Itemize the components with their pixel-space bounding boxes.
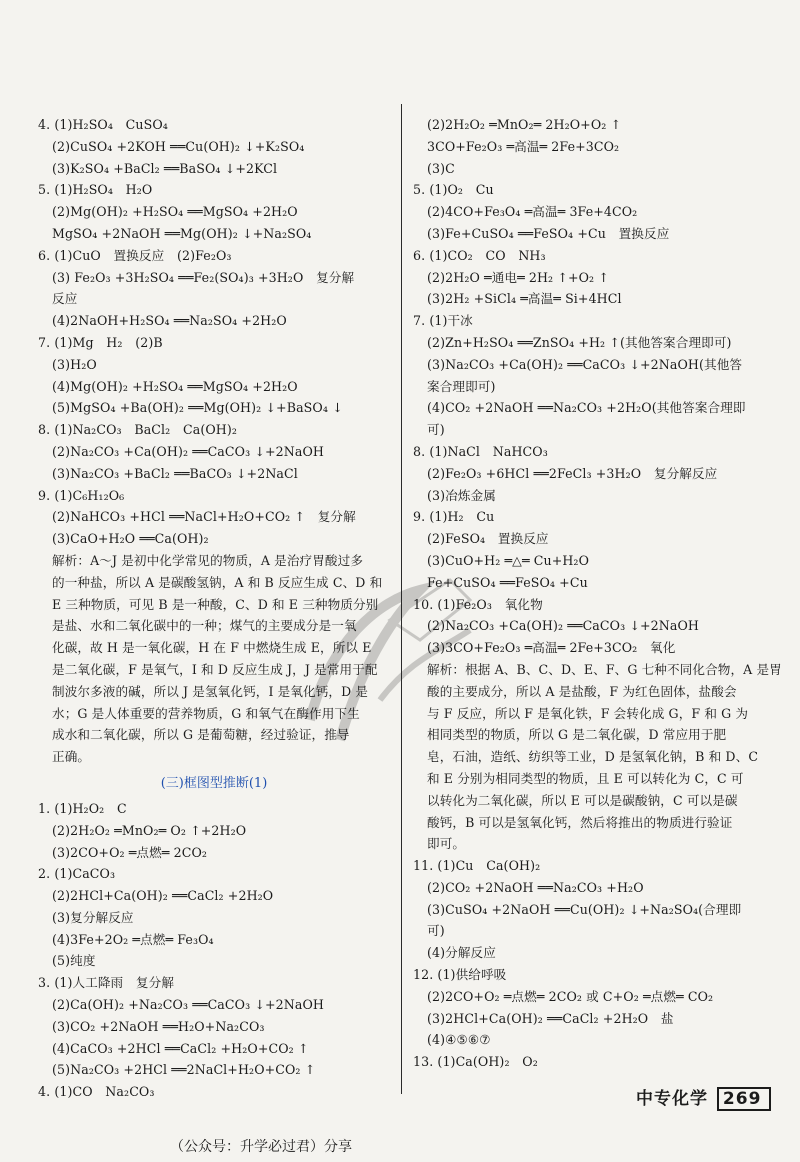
analysis-line: 制波尔多液的碱，所以 J 是氢氧化钙，I 是氧化钙，D 是: [52, 683, 369, 699]
answer-line: (2)Fe₂O₃ +6HCl ══2FeCl₃ +3H₂O 复分解反应: [427, 465, 718, 481]
answer-line: (2)FeSO₄ 置换反应: [427, 531, 549, 547]
answer-line: (3)C: [427, 160, 455, 176]
analysis-line: 成水和二氧化碳，所以 G 是葡萄糖，经过验证，推导: [52, 727, 350, 743]
answer-line: (3)3CO+Fe₂O₃ ═高温═ 2Fe+3CO₂ 氧化: [427, 640, 676, 656]
answer-line: 7. (1)Mg H₂ (2)B: [38, 334, 163, 350]
answer-line: (2)CuSO₄ +2KOH ══Cu(OH)₂ ↓+K₂SO₄: [52, 138, 305, 154]
analysis-line: 是二氧化碳，F 是氧气，I 和 D 反应生成 J，J 是常用于配: [52, 661, 378, 677]
column-divider: [401, 104, 402, 1094]
answer-line: (4)3Fe+2O₂ ═点燃═ Fe₃O₄: [52, 931, 214, 947]
analysis-line: 与 F 反应，所以 F 是氧化铁，F 会转化成 G，F 和 G 为: [427, 705, 749, 721]
analysis-line: 和 E 分别为相同类型的物质，且 E 可以转化为 C，C 可: [427, 770, 744, 786]
answer-line: 可): [427, 923, 445, 939]
answer-line: 5. (1)H₂SO₄ H₂O: [38, 182, 153, 198]
answer-line: (2)2H₂O ═通电═ 2H₂ ↑+O₂ ↑: [427, 269, 609, 285]
answer-line: (2)Na₂CO₃ +Ca(OH)₂ ══CaCO₃ ↓+2NaOH: [427, 618, 699, 634]
answer-line: 8. (1)NaCl NaHCO₃: [413, 443, 548, 459]
answer-line: (2)2H₂O₂ ═MnO₂═ O₂ ↑+2H₂O: [52, 822, 247, 838]
brand-label: 中专化学: [636, 1089, 708, 1109]
analysis-line: 酸钙，B 可以是氢氧化钙，然后将推出的物质进行验证: [427, 814, 733, 830]
answer-line: 4. (1)CO Na₂CO₃: [38, 1084, 155, 1100]
answer-line: (4)2NaOH+H₂SO₄ ══Na₂SO₄ +2H₂O: [52, 313, 287, 329]
share-note: （公众号：升学必过君）分享: [170, 1139, 352, 1155]
answer-line: 6. (1)CuO 置换反应 (2)Fe₂O₃: [38, 247, 232, 263]
answer-line: (3)CaO+H₂O ══Ca(OH)₂: [52, 531, 209, 547]
answer-line: (3)2HCl+Ca(OH)₂ ══CaCl₂ +2H₂O 盐: [427, 1010, 674, 1026]
answer-line: 9. (1)H₂ Cu: [413, 509, 495, 525]
answer-line: (3)冶炼金属: [427, 487, 496, 503]
answer-line: (3)CuO+H₂ ═△═ Cu+H₂O: [427, 552, 590, 568]
answer-line: 反应: [52, 291, 78, 307]
left-column: [38, 114, 390, 1103]
answer-line: (2)Na₂CO₃ +Ca(OH)₂ ══CaCO₃ ↓+2NaOH: [52, 443, 324, 459]
answer-line: (3)CuSO₄ +2NaOH ══Cu(OH)₂ ↓+Na₂SO₄(合理即: [427, 901, 742, 917]
answer-line: 8. (1)Na₂CO₃ BaCl₂ Ca(OH)₂: [38, 422, 238, 438]
section-title: (三)框图型推断(1): [160, 775, 268, 791]
answer-line: 13. (1)Ca(OH)₂ O₂: [413, 1054, 538, 1070]
answer-line: (4)Mg(OH)₂ +H₂SO₄ ══MgSO₄ +2H₂O: [52, 378, 298, 394]
analysis-line: 化碳，故 H 是一氧化碳，H 在 F 中燃烧生成 E，所以 E: [52, 640, 372, 656]
answer-line: (3)Fe+CuSO₄ ══FeSO₄ +Cu 置换反应: [427, 225, 670, 241]
answer-line: 可): [427, 422, 445, 438]
answer-line: (2)2H₂O₂ ═MnO₂═ 2H₂O+O₂ ↑: [427, 117, 622, 132]
answer-line: 9. (1)C₆H₁₂O₆: [38, 487, 125, 503]
analysis-line: 相同类型的物质，所以 G 是二氧化碳，D 常应用于肥: [427, 727, 727, 743]
analysis-line: 正确。: [52, 749, 91, 765]
answer-line: 5. (1)O₂ Cu: [413, 182, 494, 198]
answer-line: (2)2CO+O₂ ═点燃═ 2CO₂ 或 C+O₂ ═点燃═ CO₂: [427, 988, 714, 1004]
answer-line: (2)CO₂ +2NaOH ══Na₂CO₃ +H₂O: [427, 879, 644, 895]
answer-line: (2)Mg(OH)₂ +H₂SO₄ ══MgSO₄ +2H₂O: [52, 204, 298, 220]
answer-line: Fe+CuSO₄ ══FeSO₄ +Cu: [427, 574, 588, 590]
answer-line: (3) Fe₂O₃ +3H₂SO₄ ══Fe₂(SO₄)₃ +3H₂O 复分解: [52, 269, 355, 285]
answer-line: (3)复分解反应: [52, 909, 134, 925]
answer-line: (5)Na₂CO₃ +2HCl ══2NaCl+H₂O+CO₂ ↑: [52, 1062, 316, 1078]
answer-line: (2)Ca(OH)₂ +Na₂CO₃ ══CaCO₃ ↓+2NaOH: [52, 997, 324, 1013]
answer-line: 11. (1)Cu Ca(OH)₂: [413, 858, 541, 874]
answer-line: 7. (1)干冰: [413, 313, 473, 329]
answer-line: 4. (1)H₂SO₄ CuSO₄: [38, 117, 168, 132]
answer-line: (5)纯度: [52, 953, 96, 969]
answer-line: (3)H₂O: [52, 356, 97, 372]
answer-line: (2)4CO+Fe₃O₄ ═高温═ 3Fe+4CO₂: [427, 204, 638, 220]
analysis-line: 的一种盐，所以 A 是碳酸氢钠，A 和 B 反应生成 C、D 和: [52, 574, 383, 590]
answer-line: 案合理即可): [427, 378, 496, 394]
answer-line: (2)NaHCO₃ +HCl ══NaCl+H₂O+CO₂ ↑ 复分解: [52, 509, 356, 525]
analysis-line: 解析：根据 A、B、C、D、E、F、G 七种不同化合物，A 是胃: [427, 661, 782, 677]
answer-line: (4)分解反应: [427, 945, 496, 961]
analysis-line: 皂，石油，造纸、纺织等工业，D 是氢氧化钠，B 和 D、C: [427, 749, 759, 765]
answer-line: 2. (1)CaCO₃: [38, 866, 116, 882]
answer-line: (3)K₂SO₄ +BaCl₂ ══BaSO₄ ↓+2KCl: [52, 160, 278, 176]
answer-line: 3. (1)人工降雨 复分解: [38, 975, 175, 991]
analysis-line: 即可。: [427, 836, 466, 852]
answer-line: (2)Zn+H₂SO₄ ══ZnSO₄ +H₂ ↑(其他答案合理即可): [427, 334, 732, 350]
answer-line: (4)CO₂ +2NaOH ══Na₂CO₃ +2H₂O(其他答案合理即: [427, 400, 746, 416]
analysis-line: 是盐、水和二氧化碳中的一种；煤气的主要成分是一氧: [52, 618, 357, 634]
analysis-line: E 三种物质，可见 B 是一种酸，C、D 和 E 三种物质分别: [52, 596, 379, 612]
answer-line: (2)2HCl+Ca(OH)₂ ══CaCl₂ +2H₂O: [52, 888, 274, 904]
page-number: 269: [717, 1087, 766, 1111]
answer-line: 3CO+Fe₂O₃ ═高温═ 2Fe+3CO₂: [427, 138, 620, 154]
answer-line: 10. (1)Fe₂O₃ 氧化物: [413, 596, 543, 612]
answer-line: 12. (1)供给呼吸: [413, 967, 507, 983]
analysis-line: 解析：A～J 是初中化学常见的物质，A 是治疗胃酸过多: [52, 552, 364, 568]
analysis-line: 水；G 是人体重要的营养物质，G 和氧气在酶作用下生: [52, 705, 360, 721]
right-column: [413, 114, 782, 1073]
answer-line: (3)2CO+O₂ ═点燃═ 2CO₂: [52, 844, 208, 860]
page-bracket: [765, 1087, 771, 1111]
answer-line: 1. (1)H₂O₂ C: [38, 800, 127, 816]
answer-line: (3)Na₂CO₃ +BaCl₂ ══BaCO₃ ↓+2NaCl: [52, 465, 298, 481]
footer-brand: [636, 1084, 771, 1111]
answer-line: 6. (1)CO₂ CO NH₃: [413, 247, 546, 263]
analysis-line: 以转化为二氧化碳，所以 E 可以是碳酸钠，C 可以是碳: [427, 792, 738, 808]
answer-line: (4)CaCO₃ +2HCl ══CaCl₂ +H₂O+CO₂ ↑: [52, 1040, 309, 1056]
answer-line: (3)2H₂ +SiCl₄ ═高温═ Si+4HCl: [427, 291, 622, 307]
answer-line: (5)MgSO₄ +Ba(OH)₂ ══Mg(OH)₂ ↓+BaSO₄ ↓: [52, 400, 343, 416]
answer-line: (4)④⑤⑥⑦: [427, 1032, 491, 1048]
answer-line: (3)Na₂CO₃ +Ca(OH)₂ ══CaCO₃ ↓+2NaOH(其他答: [427, 356, 743, 372]
answer-line: (3)CO₂ +2NaOH ══H₂O+Na₂CO₃: [52, 1018, 265, 1034]
analysis-line: 酸的主要成分，所以 A 是盐酸，F 为红色固体，盐酸会: [427, 683, 737, 699]
answer-line: MgSO₄ +2NaOH ══Mg(OH)₂ ↓+Na₂SO₄: [52, 225, 312, 241]
